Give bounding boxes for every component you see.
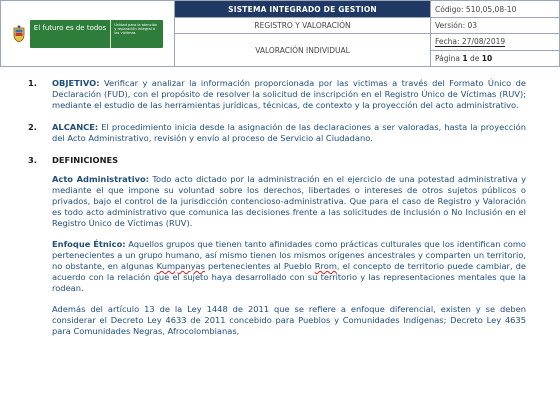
procedure-name: VALORACIÓN INDIVIDUAL	[175, 34, 431, 67]
misspelled-word: Rrom	[314, 261, 337, 271]
definition-enfoque-etnico: Enfoque Étnico: Aquellos grupos que tienen tanto afinidades como prácticas culturales que los identifican como pertenecientes a un grupo humano, así mismo tienen los mismos orígenes ancestrales y comparten un territorio, no obstante, en algunas Kumpanyas pertenecientes al Pueblo Rrom, el concepto de territorio puede cambiar, de acuerdo con la relación que el sujeto haya desarrollado con su territorio y las representaciones mentales que la rodean.	[52, 239, 526, 293]
system-title: SISTEMA INTEGRADO DE GESTION	[175, 1, 431, 18]
document-body	[28, 78, 526, 347]
section-number: 3.	[28, 155, 37, 165]
logo-subtext: Unidad para la atención y reparación integral a las víctimas	[114, 22, 158, 36]
definition-term: Enfoque Étnico:	[52, 239, 126, 249]
section-objetivo	[28, 78, 526, 111]
process-name: REGISTRO Y VALORACIÓN	[175, 18, 431, 34]
coat-of-arms-icon	[12, 25, 26, 43]
definition-term: Acto Administrativo:	[52, 174, 150, 184]
logo-cell	[1, 1, 175, 67]
misspelled-word: Kumpanyas	[156, 261, 205, 271]
section-text: Verificar y analizar la información proporcionada por las victimas a través del Formato Único de Declaración (FUD), con el propósito de resolver la solicitud de inscripción en el Registro Único de Víctimas (RUV); mediante el estudio de las herramientas jurídicas, técnicas, de contexto y la proyección del acto administrativo.	[52, 78, 526, 110]
section-title: DEFINICIONES	[52, 155, 119, 165]
section-keyword: OBJETIVO:	[52, 78, 100, 88]
section-text: El procedimiento inicia desde la asignación de las declaraciones a ser valoradas, hasta la proyección del Acto Administrativo, revisión y envío al proceso de Servicio al Ciudadano.	[52, 122, 526, 143]
section-number: 1.	[28, 78, 37, 88]
document-version: Versión: 03	[431, 18, 560, 34]
logo-text: El futuro es de todos	[30, 20, 111, 48]
paragraph-enfoque-diferencial: Además del artículo 13 de la Ley 1448 de 2011 que se refiere a enfoque diferencial, existen y se deben considerar el Decreto Ley 4633 de 2011 concebido para Pueblos y Comunidades Indígenas; Decreto Ley 4635 para Comunidades Negras, Afrocolombianas,	[52, 304, 526, 336]
definition-text: Todo acto dictado por la administración en el ejercicio de una potestad administrativa y mediante el que impone su voluntad sobre los derechos, libertades o intereses de otros sujetos públicos o privados, bajo el control de la jurisdicción contencioso-administrativa. Que para el caso de Registro y Valoración es todo acto administrativo que comunica las decisiones frente a las solicitudes de Inclusión o No Inclusión en el Registro Único de Víctimas (RUV).	[52, 174, 527, 228]
document-date: Fecha: 27/08/2019	[435, 37, 506, 46]
page-indicator: Página 1 de 10	[431, 51, 560, 67]
section-alcance	[28, 122, 526, 144]
entity-logo	[30, 20, 163, 48]
document-code: Código: 510,05,08-10	[431, 1, 560, 18]
definition-acto-administrativo	[52, 174, 526, 229]
section-number: 2.	[28, 122, 37, 132]
section-keyword: ALCANCE:	[52, 122, 99, 132]
document-header	[0, 0, 560, 67]
section-definiciones	[28, 155, 526, 166]
